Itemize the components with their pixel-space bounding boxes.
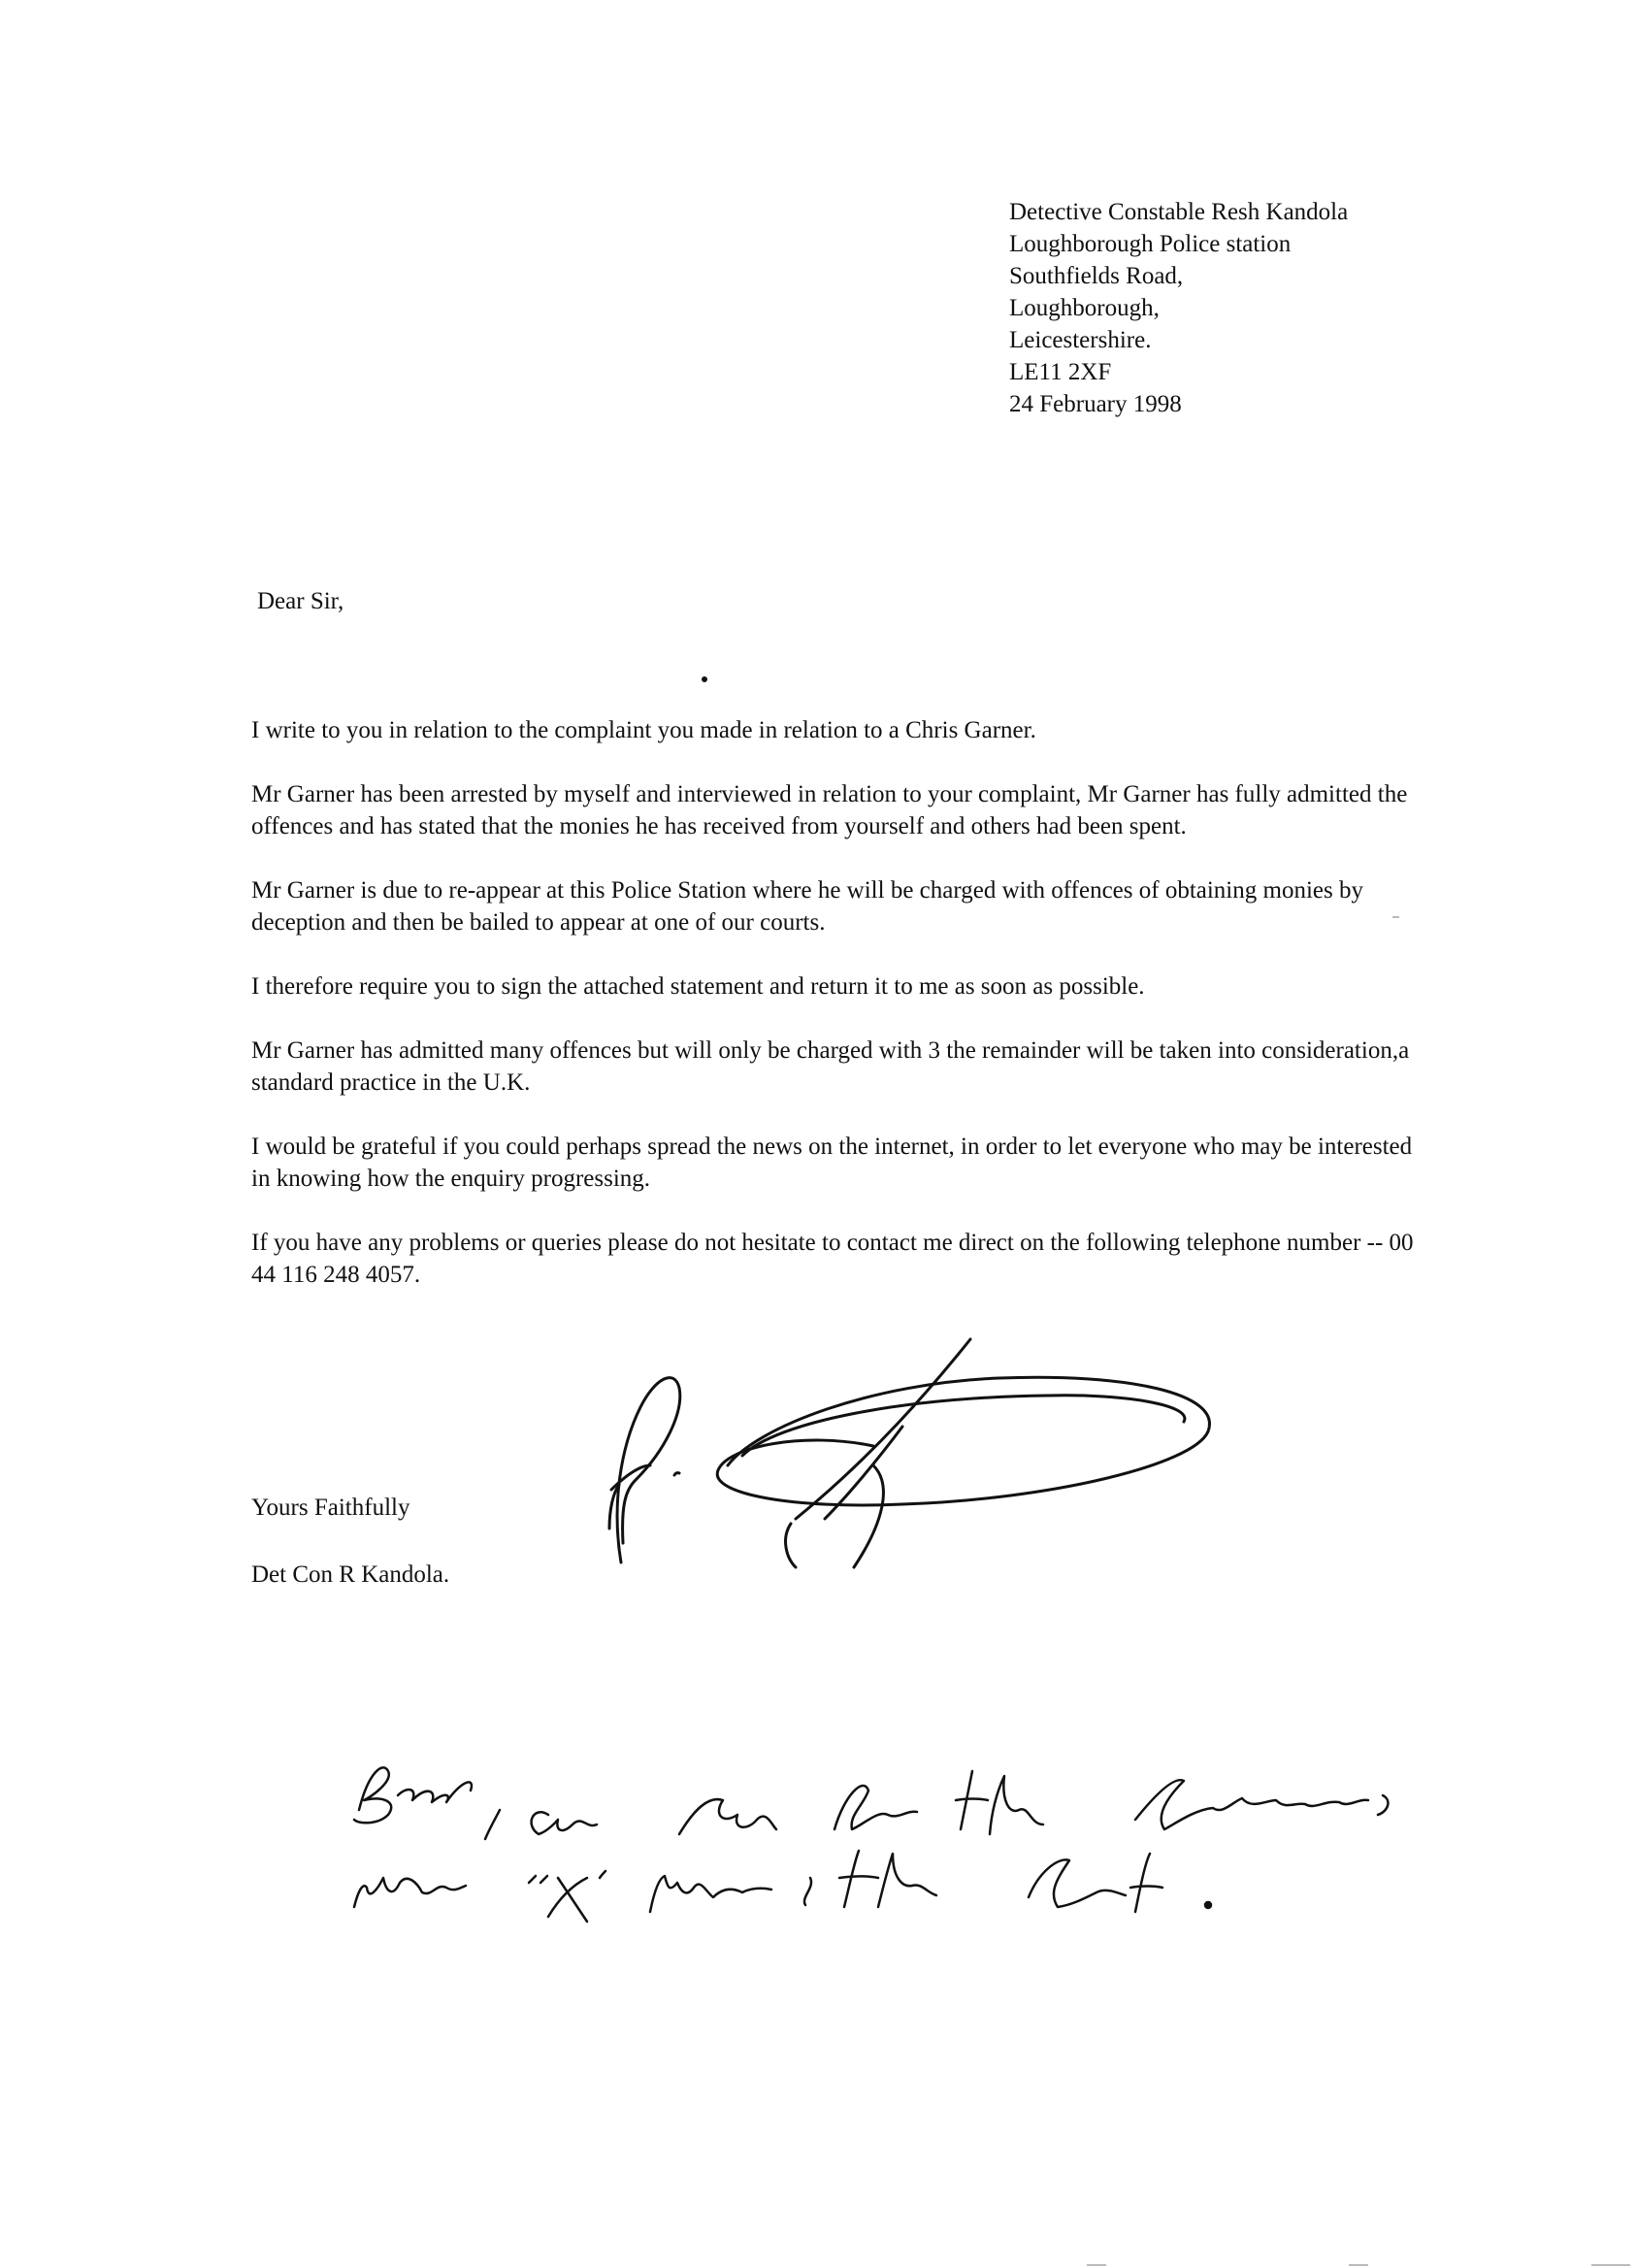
body-paragraph: I therefore require you to sign the attached statement and return it to me as soon as possible. xyxy=(251,973,1145,1000)
letter-body xyxy=(251,714,1416,1323)
body-paragraph: Mr Garner is due to re-appear at this Police Station where he will be charged with offences of obtaining monies by deception and then be bailed to appear at one of our courts. xyxy=(251,877,1363,936)
handwritten-signature xyxy=(582,1320,1223,1582)
stray-dot-mark xyxy=(702,676,707,682)
body-paragraph: Mr Garner has been arrested by myself and interviewed in relation to your complaint, Mr Garner has fully admitted the offences and has stated that the monies he has received from yourself and others had been spent. xyxy=(251,781,1408,839)
salutation: Dear Sir, xyxy=(257,588,344,614)
body-paragraph: If you have any problems or queries please do not hesitate to contact me direct on the following telephone number -- 00 44 116 248 4057. xyxy=(251,1230,1414,1288)
address-line: LE11 2XF xyxy=(1009,359,1112,385)
letter-date: 24 February 1998 xyxy=(1009,391,1182,417)
handwritten-note-text xyxy=(0,0,1,1)
sender-address-block xyxy=(1009,196,1348,420)
body-paragraph: I write to you in relation to the complaint you made in relation to a Chris Garner. xyxy=(251,717,1036,743)
body-paragraph: I would be grateful if you could perhaps spread the news on the internet, in order to let everyone who may be interested in knowing how the enquiry progressing. xyxy=(251,1134,1413,1192)
address-line: Leicestershire. xyxy=(1009,327,1152,353)
address-line: Loughborough Police station xyxy=(1009,231,1292,257)
address-line: Detective Constable Resh Kandola xyxy=(1009,199,1349,225)
signoff-name: Det Con R Kandola. xyxy=(251,1561,450,1588)
handwritten-note xyxy=(340,1742,1456,1985)
address-line: Southfields Road, xyxy=(1009,263,1184,289)
closing-line: Yours Faithfully xyxy=(251,1495,410,1521)
address-line: Loughborough, xyxy=(1009,295,1160,321)
body-paragraph: Mr Garner has admitted many offences but will only be charged with 3 the remainder will be taken into consideration,a standard practice in the U.K. xyxy=(251,1037,1410,1096)
